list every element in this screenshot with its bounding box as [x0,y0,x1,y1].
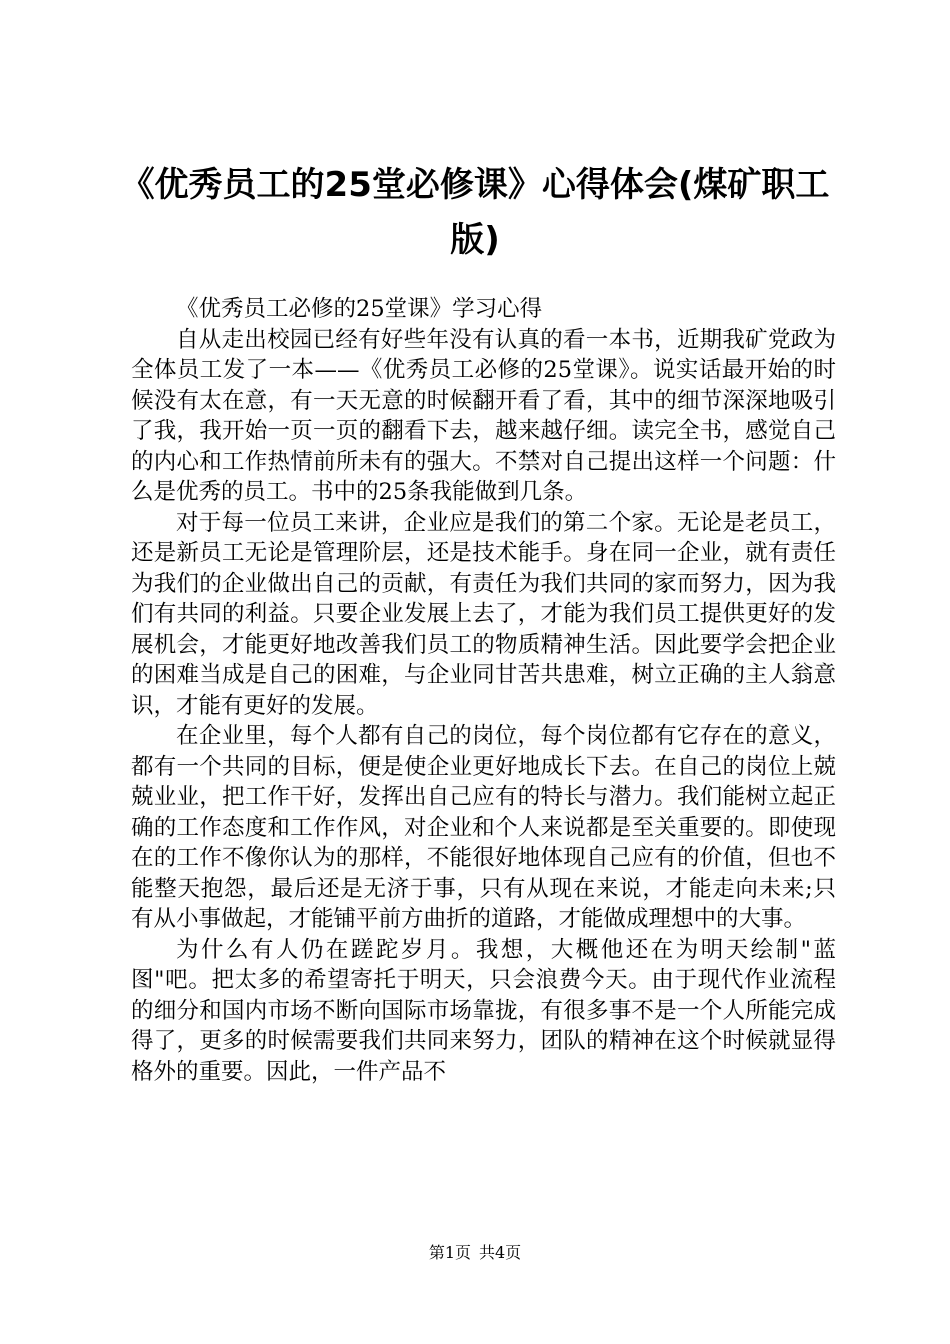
paragraph: 在企业里，每个人都有自己的岗位，每个岗位都有它存在的意义，都有一个共同的目标，便是使企业更好地成长下去。在自己的岗位上兢兢业业，把工作干好，发挥出自己应有的特长与潜力。我们能树立起正确的工作态度和工作作风，对企业和个人来说都是至关重要的。即使现在的工作不像你认为的那样，不能很好地体现自己应有的价值，但也不能整天抱怨，最后还是无济于事，只有从现在来说，才能走向未来;只有从小事做起，才能铺平前方曲折的道路，才能做成理想中的大事。 [131,723,836,932]
paragraph: 对于每一位员工来讲，企业应是我们的第二个家。无论是老员工，还是新员工无论是管理阶层，还是技术能手。身在同一企业，就有责任为我们的企业做出自己的贡献，有责任为我们共同的家而努力，因为我们有共同的利益。只要企业发展上去了，才能为我们员工提供更好的发展机会，才能更好地改善我们员工的物质精神生活。因此要学会把企业的困难当成是自己的困难，与企业同甘苦共患难，树立正确的主人翁意识，才能有更好的发展。 [131,509,836,719]
document-body [131,294,836,1087]
page-total: 共4页 [479,1243,522,1262]
paragraph: 为什么有人仍在蹉跎岁月。我想，大概他还在为明天绘制"蓝图"吧。把太多的希望寄托于明天，只会浪费今天。由于现代作业流程的细分和国内市场不断向国际市场靠拢，有很多事不是一个人所能完成得了，更多的时候需要我们共同来努力，团队的精神在这个时候就显得格外的重要。因此，一件产品不 [131,936,836,1085]
document-title: 《优秀员工的25堂必修课》心得体会(煤矿职工版) [120,165,830,260]
page-number: 第1页 [428,1243,471,1262]
paragraph: 自从走出校园已经有好些年没有认真的看一本书，近期我矿党政为全体员工发了一本——《优秀员工必修的25堂课》。说实话最开始的时候没有太在意，有一天无意的时候翻开看了看，其中的细节深深地吸引了我，我开始一页一页的翻看下去，越来越仔细。读完全书，感觉自己的内心和工作热情前所未有的强大。不禁对自己提出这样一个问题：什么是优秀的员工。书中的25条我能做到几条。 [131,326,836,505]
document-subtitle: 《优秀员工必修的25堂课》学习心得 [176,296,543,322]
page-footer [0,1243,950,1263]
